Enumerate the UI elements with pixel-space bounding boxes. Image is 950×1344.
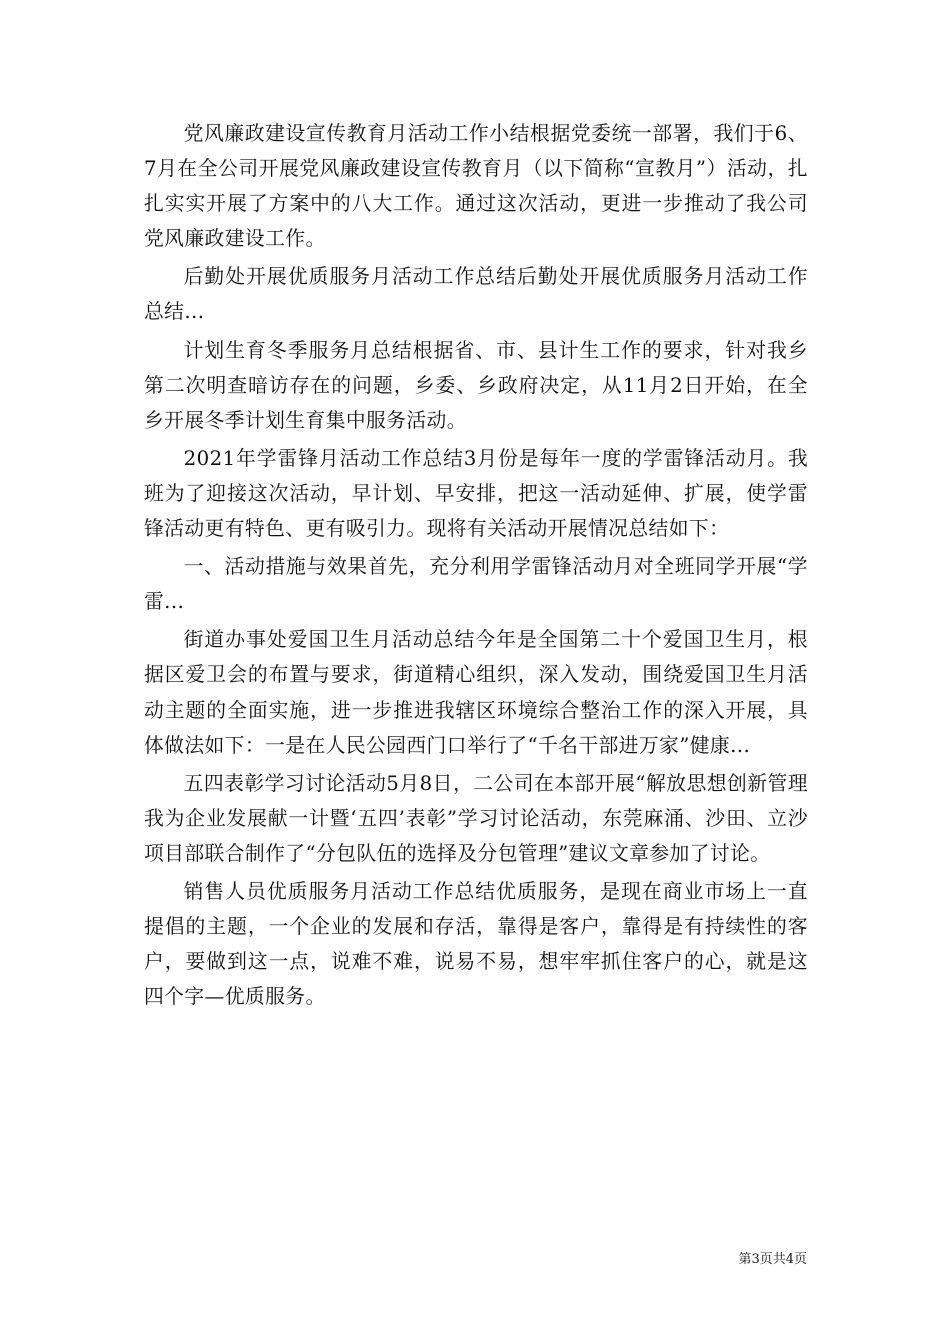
paragraph-7: 五四表彰学习讨论活动5月8日，二公司在本部开展“解放思想创新管理我为企业发展献一计暨‘五四’表彰”学习讨论活动，东莞麻涌、沙田、立沙项目部联合制作了“分包队伍的选择及分包管理”建议文章参加了讨论。 xyxy=(144,771,808,865)
paragraph-3: 计划生育冬季服务月总结根据省、市、县计生工作的要求，针对我乡第二次明查暗访存在的问题，乡委、乡政府决定，从11月2日开始，在全乡开展冬季计划生育集中服务活动。 xyxy=(144,338,808,432)
paragraph-4: 2021年学雷锋月活动工作总结3月份是每年一度的学雷锋活动月。我班为了迎接这次活动，早计划、早安排，把这一活动延伸、扩展，使学雷锋活动更有特色、更有吸引力。现将有关活动开展情况总结如下： xyxy=(144,446,808,541)
paragraph-1: 党风廉政建设宣传教育月活动工作小结根据党委统一部署，我们于6、7月在全公司开展党风廉政建设宣传教育月（以下简称“宣教月”）活动，扎扎实实开展了方案中的八大工作。通过这次活动，更进一步推动了我公司党风廉政建设工作。 xyxy=(144,122,808,251)
paragraph-2: 后勤处开展优质服务月活动工作总结后勤处开展优质服务月活动工作总结... xyxy=(144,265,808,324)
paragraph-6: 街道办事处爱国卫生月活动总结今年是全国第二十个爱国卫生月，根据区爱卫会的布置与要求，街道精心组织，深入发动，围绕爱国卫生月活动主题的全面实施，进一步推进我辖区环境综合整治工作的深入开展，具体做法如下：一是在人民公园西门口举行了“千名干部进万家”健康... xyxy=(144,628,808,757)
document-body xyxy=(144,116,808,1017)
paragraph-5: 一、活动措施与效果首先，充分利用学雷锋活动月对全班同学开展“学雷... xyxy=(144,555,808,614)
page-number-footer: 第3页共4页 xyxy=(738,1252,807,1267)
paragraph-8: 销售人员优质服务月活动工作总结优质服务，是现在商业市场上一直提倡的主题，一个企业的发展和存活，靠得是客户，靠得是有持续性的客户，要做到这一点，说难不难，说易不易，想牢牢抓住客户的心，就是这四个字—优质服务。 xyxy=(144,879,808,1009)
